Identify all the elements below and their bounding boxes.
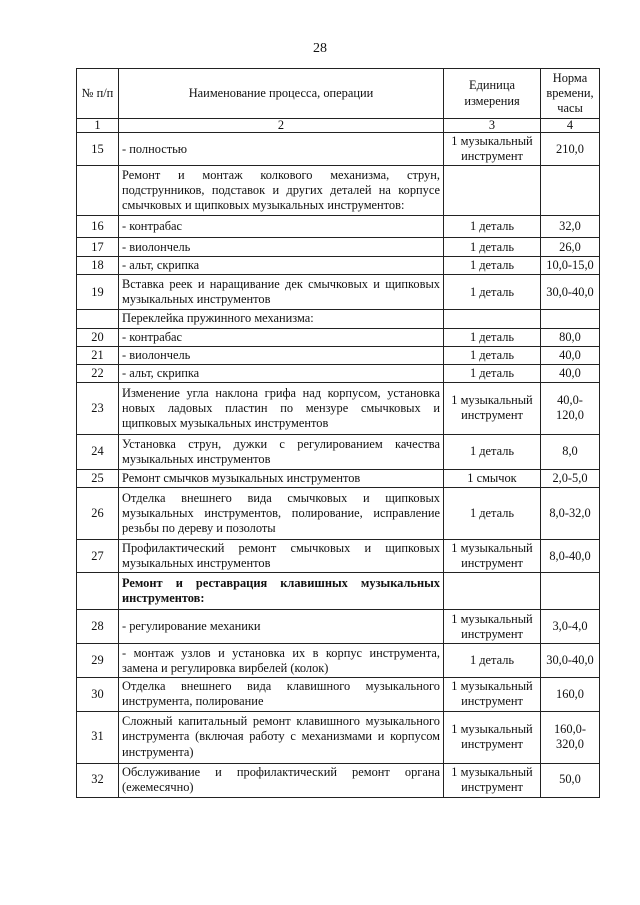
unit-of-measure: 1 музыкальный инструмент — [444, 711, 541, 763]
row-number: 30 — [77, 678, 119, 711]
unit-of-measure: 1 деталь — [444, 488, 541, 540]
unit-of-measure: 1 музыкальный инструмент — [444, 540, 541, 573]
time-norm: 3,0-4,0 — [541, 610, 600, 644]
column-index-row — [77, 119, 600, 133]
table-row — [77, 310, 600, 328]
operation-name: - альт, скрипка — [119, 257, 444, 275]
row-number: 25 — [77, 469, 119, 487]
row-number: 31 — [77, 711, 119, 763]
time-norm: 10,0-15,0 — [541, 257, 600, 275]
norms-table — [76, 68, 600, 798]
operation-name: Отделка внешнего вида клавишного музыкального инструмента, полирование — [119, 678, 444, 711]
unit-of-measure: 1 деталь — [444, 434, 541, 469]
row-number: 19 — [77, 275, 119, 310]
operation-name: Изменение угла наклона грифа над корпусом, установка новых ладовых пластин по мензуре смычковых и щипковых музыкальных инструментов — [119, 382, 444, 434]
table-row — [77, 133, 600, 166]
table-row — [77, 382, 600, 434]
operation-name: - виолончель — [119, 346, 444, 364]
table-row — [77, 610, 600, 644]
column-index: 3 — [444, 119, 541, 133]
row-number: 22 — [77, 364, 119, 382]
unit-of-measure: 1 деталь — [444, 257, 541, 275]
table-row — [77, 434, 600, 469]
column-index: 2 — [119, 119, 444, 133]
row-number: 16 — [77, 216, 119, 238]
unit-of-measure: 1 смычок — [444, 469, 541, 487]
time-norm: 30,0-40,0 — [541, 275, 600, 310]
table-row — [77, 469, 600, 487]
table-row — [77, 275, 600, 310]
operation-name: Ремонт смычков музыкальных инструментов — [119, 469, 444, 487]
time-norm: 8,0-32,0 — [541, 488, 600, 540]
unit-of-measure — [444, 166, 541, 216]
row-number: 29 — [77, 644, 119, 678]
row-number: 32 — [77, 763, 119, 797]
time-norm: 30,0-40,0 — [541, 644, 600, 678]
row-number: 23 — [77, 382, 119, 434]
unit-of-measure: 1 деталь — [444, 644, 541, 678]
table-row — [77, 711, 600, 763]
page-number: 28 — [313, 41, 327, 56]
table-row — [77, 328, 600, 346]
row-number: 21 — [77, 346, 119, 364]
operation-name: Сложный капитальный ремонт клавишного музыкального инструмента (включая работу с механизмами и корпусом инструмента) — [119, 711, 444, 763]
unit-of-measure: 1 музыкальный инструмент — [444, 678, 541, 711]
operation-name: Вставка реек и наращивание дек смычковых и щипковых музыкальных инструментов — [119, 275, 444, 310]
time-norm: 160,0-320,0 — [541, 711, 600, 763]
operation-name: - полностью — [119, 133, 444, 166]
table-row — [77, 540, 600, 573]
header-num: № п/п — [77, 69, 119, 119]
unit-of-measure — [444, 573, 541, 610]
table-row — [77, 364, 600, 382]
operation-name: - альт, скрипка — [119, 364, 444, 382]
column-index: 4 — [541, 119, 600, 133]
unit-of-measure: 1 музыкальный инструмент — [444, 133, 541, 166]
table-row — [77, 763, 600, 797]
time-norm — [541, 166, 600, 216]
row-number: 15 — [77, 133, 119, 166]
unit-of-measure: 1 музыкальный инструмент — [444, 610, 541, 644]
table-row — [77, 678, 600, 711]
row-number: 17 — [77, 238, 119, 257]
time-norm: 160,0 — [541, 678, 600, 711]
operation-name: - контрабас — [119, 216, 444, 238]
operation-name: - монтаж узлов и установка их в корпус инструмента, замена и регулировка вирбелей (колок) — [119, 644, 444, 678]
time-norm: 2,0-5,0 — [541, 469, 600, 487]
operation-name: - контрабас — [119, 328, 444, 346]
row-number: 24 — [77, 434, 119, 469]
operation-name: Установка струн, дужки с регулированием качества музыкальных инструментов — [119, 434, 444, 469]
time-norm — [541, 573, 600, 610]
row-number: 20 — [77, 328, 119, 346]
unit-of-measure — [444, 310, 541, 328]
unit-of-measure: 1 деталь — [444, 275, 541, 310]
table-row — [77, 166, 600, 216]
operation-name: Ремонт и монтаж колкового механизма, струн, подструнников, подставок и других деталей на корпусе смычковых и щипковых музыкальных инструментов: — [119, 166, 444, 216]
unit-of-measure: 1 деталь — [444, 238, 541, 257]
table-row — [77, 216, 600, 238]
unit-of-measure: 1 музыкальный инструмент — [444, 763, 541, 797]
unit-of-measure: 1 деталь — [444, 216, 541, 238]
unit-of-measure: 1 деталь — [444, 346, 541, 364]
unit-of-measure: 1 деталь — [444, 364, 541, 382]
time-norm: 40,0 — [541, 364, 600, 382]
table-row — [77, 238, 600, 257]
header-name: Наименование процесса, операции — [119, 69, 444, 119]
time-norm: 80,0 — [541, 328, 600, 346]
time-norm: 40,0 — [541, 346, 600, 364]
time-norm: 40,0-120,0 — [541, 382, 600, 434]
header-row — [77, 69, 600, 119]
unit-of-measure: 1 музыкальный инструмент — [444, 382, 541, 434]
time-norm: 32,0 — [541, 216, 600, 238]
row-number: 28 — [77, 610, 119, 644]
operation-name: Переклейка пружинного механизма: — [119, 310, 444, 328]
operation-name: - регулирование механики — [119, 610, 444, 644]
table-row — [77, 257, 600, 275]
table-row — [77, 346, 600, 364]
column-index: 1 — [77, 119, 119, 133]
operation-name: Отделка внешнего вида смычковых и щипковых музыкальных инструментов, полирование, исправление резьбы по дереву и позолоты — [119, 488, 444, 540]
operation-name: - виолончель — [119, 238, 444, 257]
header-norm: Норма времени, часы — [541, 69, 600, 119]
operation-name: Ремонт и реставрация клавишных музыкальных инструментов: — [119, 573, 444, 610]
table-row — [77, 488, 600, 540]
row-number — [77, 573, 119, 610]
unit-of-measure: 1 деталь — [444, 328, 541, 346]
time-norm: 26,0 — [541, 238, 600, 257]
row-number: 27 — [77, 540, 119, 573]
time-norm: 8,0-40,0 — [541, 540, 600, 573]
time-norm: 8,0 — [541, 434, 600, 469]
row-number: 26 — [77, 488, 119, 540]
row-number: 18 — [77, 257, 119, 275]
table-row — [77, 644, 600, 678]
time-norm — [541, 310, 600, 328]
row-number — [77, 166, 119, 216]
header-unit: Единица измерения — [444, 69, 541, 119]
operation-name: Профилактический ремонт смычковых и щипковых музыкальных инструментов — [119, 540, 444, 573]
time-norm: 210,0 — [541, 133, 600, 166]
operation-name: Обслуживание и профилактический ремонт органа (ежемесячно) — [119, 763, 444, 797]
table-row — [77, 573, 600, 610]
row-number — [77, 310, 119, 328]
time-norm: 50,0 — [541, 763, 600, 797]
